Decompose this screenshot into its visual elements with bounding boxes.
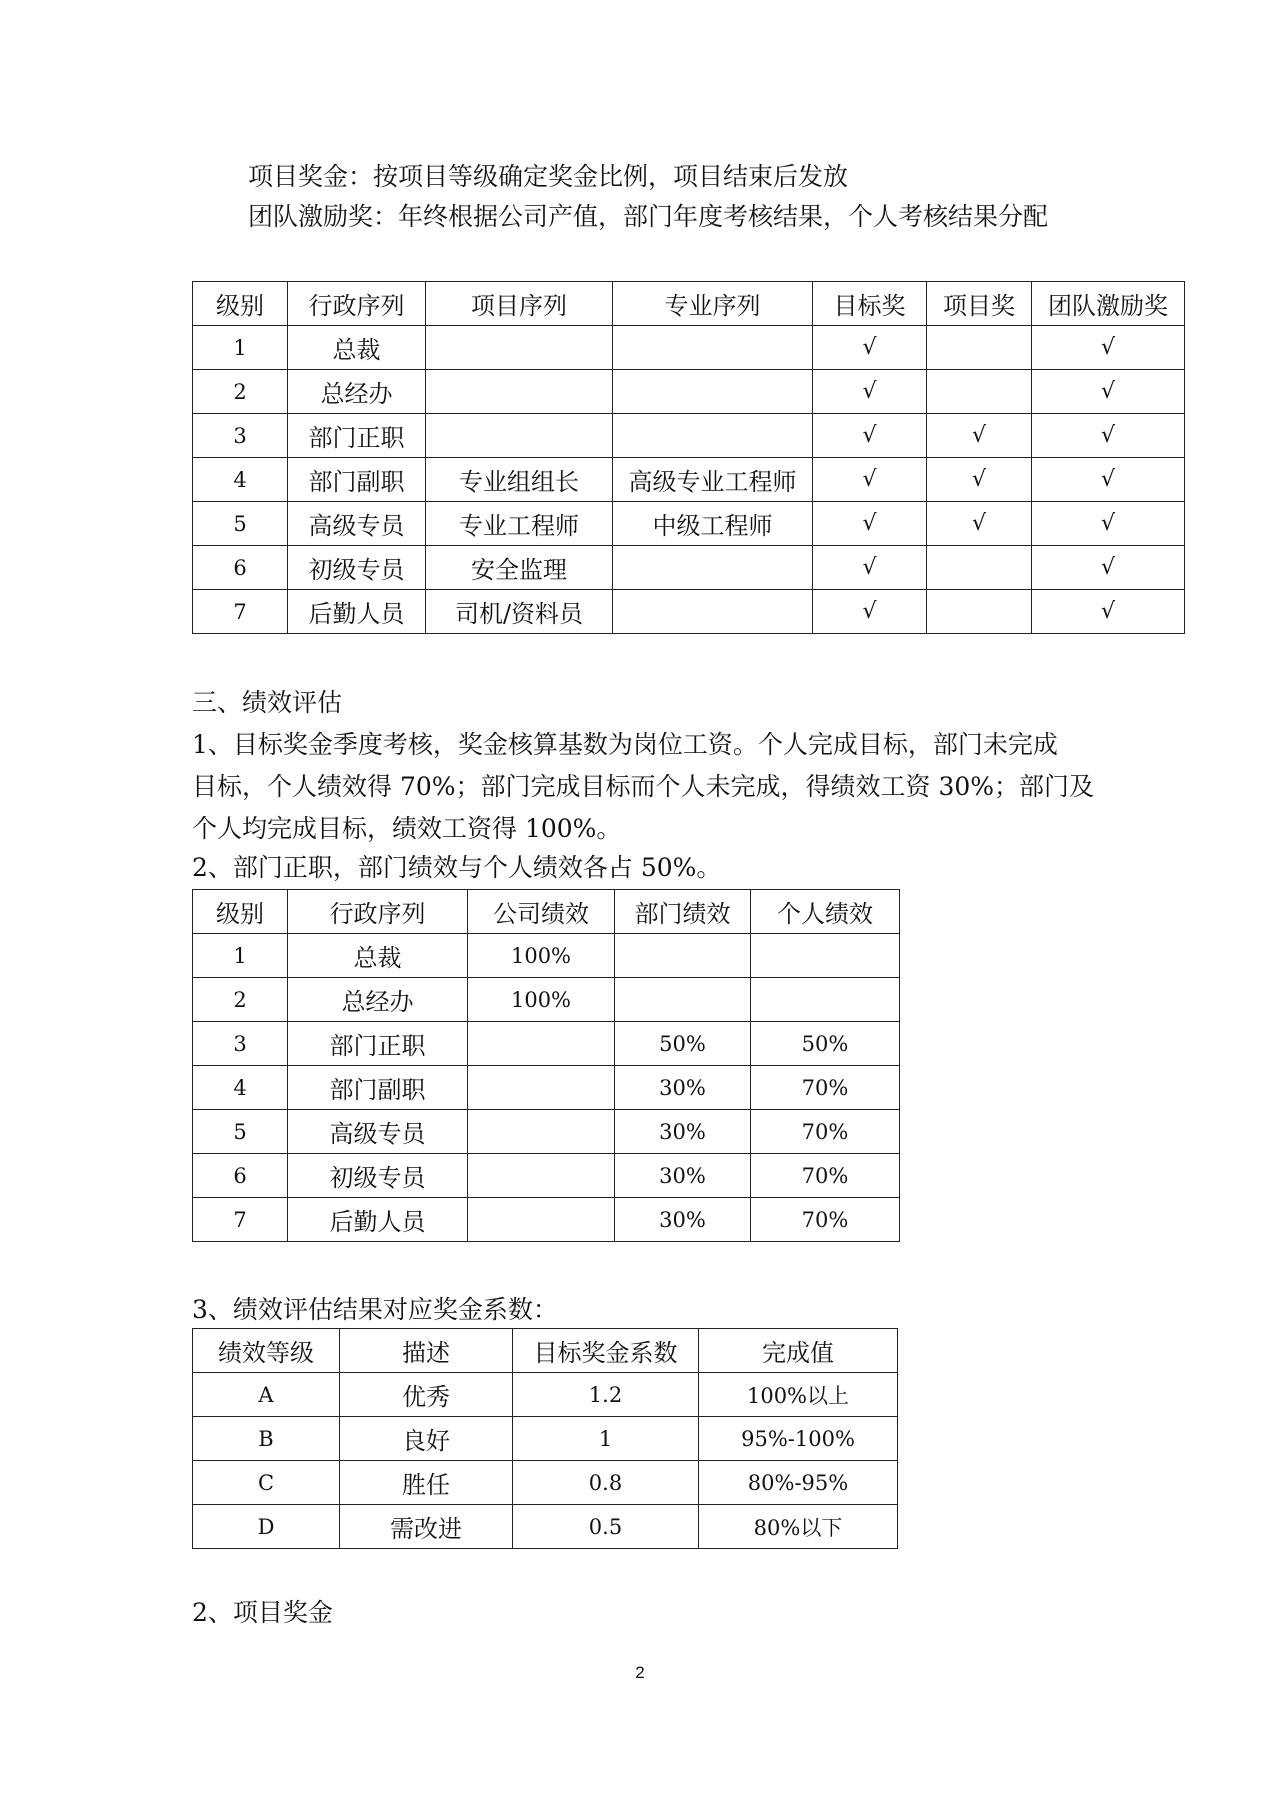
table-row [193, 1373, 898, 1417]
table-cell: 专业组组长 [426, 458, 613, 502]
check-mark: √ [1032, 546, 1185, 590]
header-cell: 级别 [193, 890, 288, 934]
rating-coefficient-table [192, 1328, 898, 1549]
table-cell: 95%-100% [699, 1417, 898, 1461]
table-cell [426, 370, 613, 414]
table-cell: C [193, 1461, 340, 1505]
table-cell: 高级专员 [288, 502, 426, 546]
paragraph-line: 2、部门正职，部门绩效与个人绩效各占 50%。 [192, 853, 722, 882]
header-cell: 项目奖 [927, 282, 1032, 326]
table-cell: 3 [193, 414, 288, 458]
table-cell [468, 1022, 615, 1066]
header-cell: 目标奖 [813, 282, 927, 326]
table-row [193, 458, 1185, 502]
table-row [193, 978, 900, 1022]
paragraph-line: 个人均完成目标，绩效工资得 100%。 [192, 814, 622, 843]
table-cell [468, 1110, 615, 1154]
table-cell: 总裁 [288, 934, 468, 978]
table-cell: 30% [615, 1198, 751, 1242]
table-cell [615, 934, 751, 978]
header-cell: 级别 [193, 282, 288, 326]
table-cell [613, 326, 813, 370]
table-cell: 30% [615, 1110, 751, 1154]
table-cell: 中级工程师 [613, 502, 813, 546]
table-row [193, 1066, 900, 1110]
table-cell: 安全监理 [426, 546, 613, 590]
check-mark: √ [813, 502, 927, 546]
table-row [193, 370, 1185, 414]
table-cell [751, 978, 900, 1022]
table-cell: 后勤人员 [288, 1198, 468, 1242]
check-mark: √ [813, 370, 927, 414]
check-mark: √ [1032, 590, 1185, 634]
table-cell: 6 [193, 1154, 288, 1198]
table-cell: 0.8 [513, 1461, 699, 1505]
header-cell: 完成值 [699, 1329, 898, 1373]
table-cell: 100% [468, 934, 615, 978]
table-cell [613, 370, 813, 414]
performance-weight-table [192, 889, 900, 1242]
check-mark: √ [1032, 326, 1185, 370]
table-cell: 30% [615, 1154, 751, 1198]
table-cell [468, 1154, 615, 1198]
check-mark [927, 590, 1032, 634]
header-cell: 部门绩效 [615, 890, 751, 934]
table-cell: 4 [193, 1066, 288, 1110]
check-mark: √ [813, 326, 927, 370]
table-cell: 70% [751, 1110, 900, 1154]
table-cell: 70% [751, 1066, 900, 1110]
table-cell: 部门副职 [288, 1066, 468, 1110]
table-cell: 100%以上 [699, 1373, 898, 1417]
table-row [193, 414, 1185, 458]
table-cell: 部门副职 [288, 458, 426, 502]
table-cell: 初级专员 [288, 546, 426, 590]
header-cell: 行政序列 [288, 282, 426, 326]
table-cell: 5 [193, 502, 288, 546]
table-cell: 高级专员 [288, 1110, 468, 1154]
table-row [193, 1110, 900, 1154]
check-mark [927, 326, 1032, 370]
header-cell: 描述 [340, 1329, 513, 1373]
section-heading-project-bonus: 2、项目奖金 [192, 1598, 333, 1627]
header-cell: 团队激励奖 [1032, 282, 1185, 326]
table-cell: 良好 [340, 1417, 513, 1461]
table-cell [426, 326, 613, 370]
table-row [193, 1198, 900, 1242]
table-cell: 总裁 [288, 326, 426, 370]
table-cell: 7 [193, 1198, 288, 1242]
check-mark: √ [813, 458, 927, 502]
header-cell: 公司绩效 [468, 890, 615, 934]
table-cell: 4 [193, 458, 288, 502]
section-heading-performance: 三、绩效评估 [192, 688, 343, 717]
table-cell [613, 546, 813, 590]
table-cell: 1 [193, 934, 288, 978]
table-cell [468, 1066, 615, 1110]
check-mark: √ [927, 502, 1032, 546]
check-mark [927, 546, 1032, 590]
table-cell: 初级专员 [288, 1154, 468, 1198]
table-cell: 专业工程师 [426, 502, 613, 546]
table-cell: 部门正职 [288, 414, 426, 458]
table-row [193, 502, 1185, 546]
check-mark [927, 370, 1032, 414]
table-cell: 3 [193, 1022, 288, 1066]
table-cell [426, 414, 613, 458]
table-cell [613, 414, 813, 458]
table-cell: A [193, 1373, 340, 1417]
header-cell: 个人绩效 [751, 890, 900, 934]
table-cell: 50% [615, 1022, 751, 1066]
table-cell: 胜任 [340, 1461, 513, 1505]
table-cell: 6 [193, 546, 288, 590]
table-cell: 司机/资料员 [426, 590, 613, 634]
table-row [193, 1505, 898, 1549]
table-row [193, 934, 900, 978]
intro-line-team-incentive: 团队激励奖：年终根据公司产值，部门年度考核结果，个人考核结果分配 [248, 202, 1049, 231]
check-mark: √ [1032, 502, 1185, 546]
header-cell: 项目序列 [426, 282, 613, 326]
table-row [193, 590, 1185, 634]
table-cell: 70% [751, 1154, 900, 1198]
header-cell: 绩效等级 [193, 1329, 340, 1373]
check-mark: √ [813, 546, 927, 590]
check-mark: √ [1032, 414, 1185, 458]
check-mark: √ [1032, 458, 1185, 502]
table-row [193, 1461, 898, 1505]
table-cell: 70% [751, 1198, 900, 1242]
table-row [193, 546, 1185, 590]
table-cell: 50% [751, 1022, 900, 1066]
check-mark: √ [813, 590, 927, 634]
table-cell: 1 [513, 1417, 699, 1461]
table-cell: D [193, 1505, 340, 1549]
table-cell: 后勤人员 [288, 590, 426, 634]
table-cell: 总经办 [288, 370, 426, 414]
header-cell: 目标奖金系数 [513, 1329, 699, 1373]
table-row [193, 326, 1185, 370]
table-cell: 部门正职 [288, 1022, 468, 1066]
table-cell: 2 [193, 978, 288, 1022]
table-cell: 高级专业工程师 [613, 458, 813, 502]
check-mark: √ [813, 414, 927, 458]
table-row [193, 1154, 900, 1198]
table-cell: 需改进 [340, 1505, 513, 1549]
check-mark: √ [1032, 370, 1185, 414]
table-cell: 1.2 [513, 1373, 699, 1417]
bonus-eligibility-table [192, 281, 1185, 634]
table-cell: 优秀 [340, 1373, 513, 1417]
table-cell [468, 1198, 615, 1242]
table-cell: B [193, 1417, 340, 1461]
table-cell [751, 934, 900, 978]
paragraph-line: 1、目标奖金季度考核，奖金核算基数为岗位工资。个人完成目标，部门未完成 [192, 730, 1058, 759]
intro-line-project-bonus: 项目奖金：按项目等级确定奖金比例，项目结束后发放 [248, 162, 849, 191]
check-mark: √ [927, 458, 1032, 502]
table-cell: 100% [468, 978, 615, 1022]
table-cell: 0.5 [513, 1505, 699, 1549]
table-cell: 80%以下 [699, 1505, 898, 1549]
table-header-row [193, 890, 900, 934]
table-cell: 2 [193, 370, 288, 414]
table-row [193, 1417, 898, 1461]
page-number: 2 [635, 1663, 645, 1682]
table-cell: 1 [193, 326, 288, 370]
table-header-row [193, 282, 1185, 326]
table-cell: 30% [615, 1066, 751, 1110]
table-row [193, 1022, 900, 1066]
table-cell: 5 [193, 1110, 288, 1154]
table-cell: 80%-95% [699, 1461, 898, 1505]
paragraph-line-coefficient: 3、绩效评估结果对应奖金系数： [192, 1295, 558, 1324]
paragraph-line: 目标，个人绩效得 70%；部门完成目标而个人未完成，得绩效工资 30%；部门及 [192, 772, 1095, 801]
header-cell: 行政序列 [288, 890, 468, 934]
table-cell [613, 590, 813, 634]
table-cell [615, 978, 751, 1022]
table-header-row [193, 1329, 898, 1373]
table-cell: 7 [193, 590, 288, 634]
table-cell: 总经办 [288, 978, 468, 1022]
check-mark: √ [927, 414, 1032, 458]
header-cell: 专业序列 [613, 282, 813, 326]
